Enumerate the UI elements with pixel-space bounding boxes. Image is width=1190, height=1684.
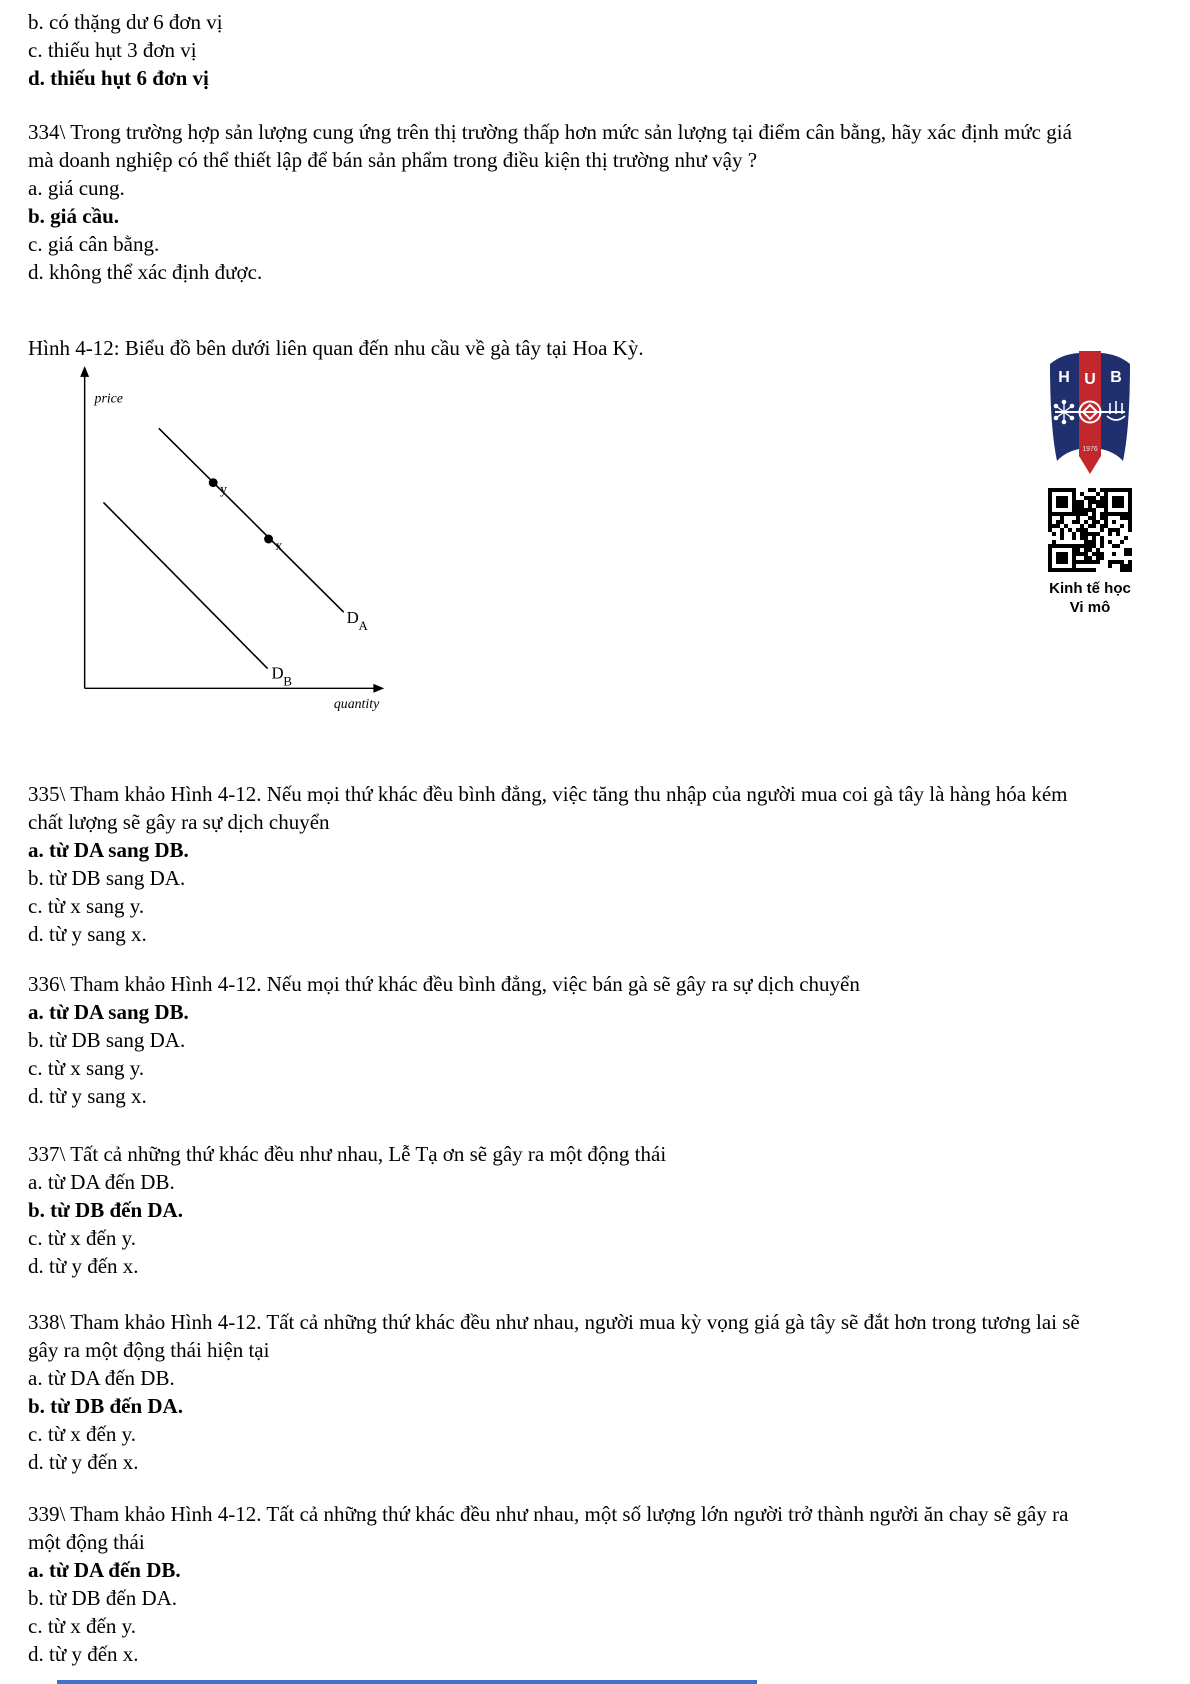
figure-caption: Hình 4-12: Biểu đồ bên dưới liên quan đến nhu cầu về gà tây tại Hoa Kỳ. (28, 336, 644, 360)
x-axis-arrow-icon (373, 684, 384, 693)
question-stem: 334\ Trong trường hợp sản lượng cung ứng trên thị trường thấp hơn mức sản lượng tại điểm cân bằng, hãy xác định mức giá mà doanh nghiệp có thể thiết lập để bán sản phẩm trong điều kiện thị trường như vậy ? (28, 120, 1072, 172)
figure-4-12 (28, 334, 1103, 716)
answer-option: c. từ x đến y. (28, 1614, 136, 1638)
demand-curve-da-label-sub: A (358, 618, 368, 633)
hub-university-logo (1046, 346, 1134, 478)
demand-curve-db (103, 502, 267, 668)
question-stem: 338\ Tham khảo Hình 4-12. Tất cả những thứ khác đều như nhau, người mua kỳ vọng giá gà tây sẽ đắt hơn trong tương lai sẽ gây ra một động thái hiện tại (28, 1310, 1080, 1362)
question-339 (28, 1500, 1093, 1668)
question-337 (28, 1140, 1093, 1280)
answer-option: c. từ x sang y. (28, 894, 145, 918)
answer-option: a. từ DA đến DB. (28, 1558, 181, 1582)
course-badge-column (1043, 346, 1137, 617)
question-338 (28, 1308, 1093, 1476)
answer-option: c. thiếu hụt 3 đơn vị (28, 38, 197, 62)
answer-option: c. giá cân bằng. (28, 232, 160, 256)
demand-chart (60, 364, 400, 716)
answer-option: a. từ DA sang DB. (28, 1000, 189, 1024)
answer-option: b. giá cầu. (28, 204, 120, 228)
logo-letter-u: U (1084, 371, 1096, 388)
question-336 (28, 970, 1093, 1110)
demand-chart-svg (60, 364, 400, 716)
point-y-label: y (220, 481, 228, 497)
question-stem: 339\ Tham khảo Hình 4-12. Tất cả những thứ khác đều như nhau, một số lượng lớn người trở thành người ăn chay sẽ gây ra một động thái (28, 1502, 1069, 1554)
answer-option: b. từ DB sang DA. (28, 1028, 186, 1052)
answer-option: b. từ DB đến DA. (28, 1586, 178, 1610)
y-axis-arrow-icon (80, 366, 89, 377)
question-334 (28, 118, 1093, 286)
answer-option: c. từ x đến y. (28, 1422, 136, 1446)
answer-option: a. từ DA đến DB. (28, 1170, 175, 1194)
badge-caption (1043, 579, 1137, 617)
point-x-marker (264, 535, 273, 544)
demand-curve-db-label: D (271, 663, 284, 683)
answer-option: b. có thặng dư 6 đơn vị (28, 10, 223, 34)
demand-curve-da (159, 428, 344, 612)
answer-option: d. từ y đến x. (28, 1254, 139, 1278)
question-stem: 337\ Tất cả những thứ khác đều như nhau, Lễ Tạ ơn sẽ gây ra một động thái (28, 1142, 667, 1166)
question-stem: 336\ Tham khảo Hình 4-12. Nếu mọi thứ khác đều bình đẳng, việc bán gà sẽ gây ra sự dịch chuyển (28, 972, 860, 996)
answer-option: d. thiếu hụt 6 đơn vị (28, 66, 209, 90)
answer-option: a. giá cung. (28, 176, 125, 200)
logo-year: 1976 (1082, 446, 1098, 453)
answer-option: c. từ x đến y. (28, 1226, 136, 1250)
logo-letter-b: B (1110, 369, 1122, 386)
question-335 (28, 780, 1093, 948)
bottom-partial-highlight (57, 1680, 757, 1684)
answer-option: d. từ y sang x. (28, 1084, 147, 1108)
logo-letter-h: H (1058, 369, 1070, 386)
answer-option: b. từ DB đến DA. (28, 1394, 183, 1418)
question-334-slot (28, 118, 1103, 286)
answer-option: d. từ y sang x. (28, 922, 147, 946)
y-axis-label: price (94, 390, 123, 406)
previous-question-options (28, 8, 1103, 92)
qr-module (1128, 568, 1132, 572)
answer-option: c. từ x sang y. (28, 1056, 145, 1080)
answer-option: a. từ DA sang DB. (28, 838, 189, 862)
answer-option: d. không thể xác định được. (28, 260, 263, 284)
qr-code (1047, 487, 1133, 573)
answer-option: a. từ DA đến DB. (28, 1366, 175, 1390)
answer-option: d. từ y đến x. (28, 1642, 139, 1666)
answer-option: d. từ y đến x. (28, 1450, 139, 1474)
badge-caption-line2: Vi mô (1069, 599, 1111, 616)
badge-caption-line1: Kinh tế học (1049, 580, 1131, 597)
point-y-marker (209, 478, 218, 487)
point-x-label: x (275, 537, 283, 553)
question-stem: 335\ Tham khảo Hình 4-12. Nếu mọi thứ khác đều bình đẳng, việc tăng thu nhập của người mua coi gà tây là hàng hóa kém chất lượng sẽ gây ra sự dịch chuyển (28, 782, 1068, 834)
demand-curve-da-label: D (346, 608, 359, 628)
questions-335-339 (28, 780, 1103, 1668)
x-axis-label: quantity (333, 696, 380, 712)
demand-curve-db-label-sub: B (283, 674, 292, 689)
document-page (28, 8, 1103, 1668)
answer-option: b. từ DB đến DA. (28, 1198, 183, 1222)
answer-option: b. từ DB sang DA. (28, 866, 186, 890)
